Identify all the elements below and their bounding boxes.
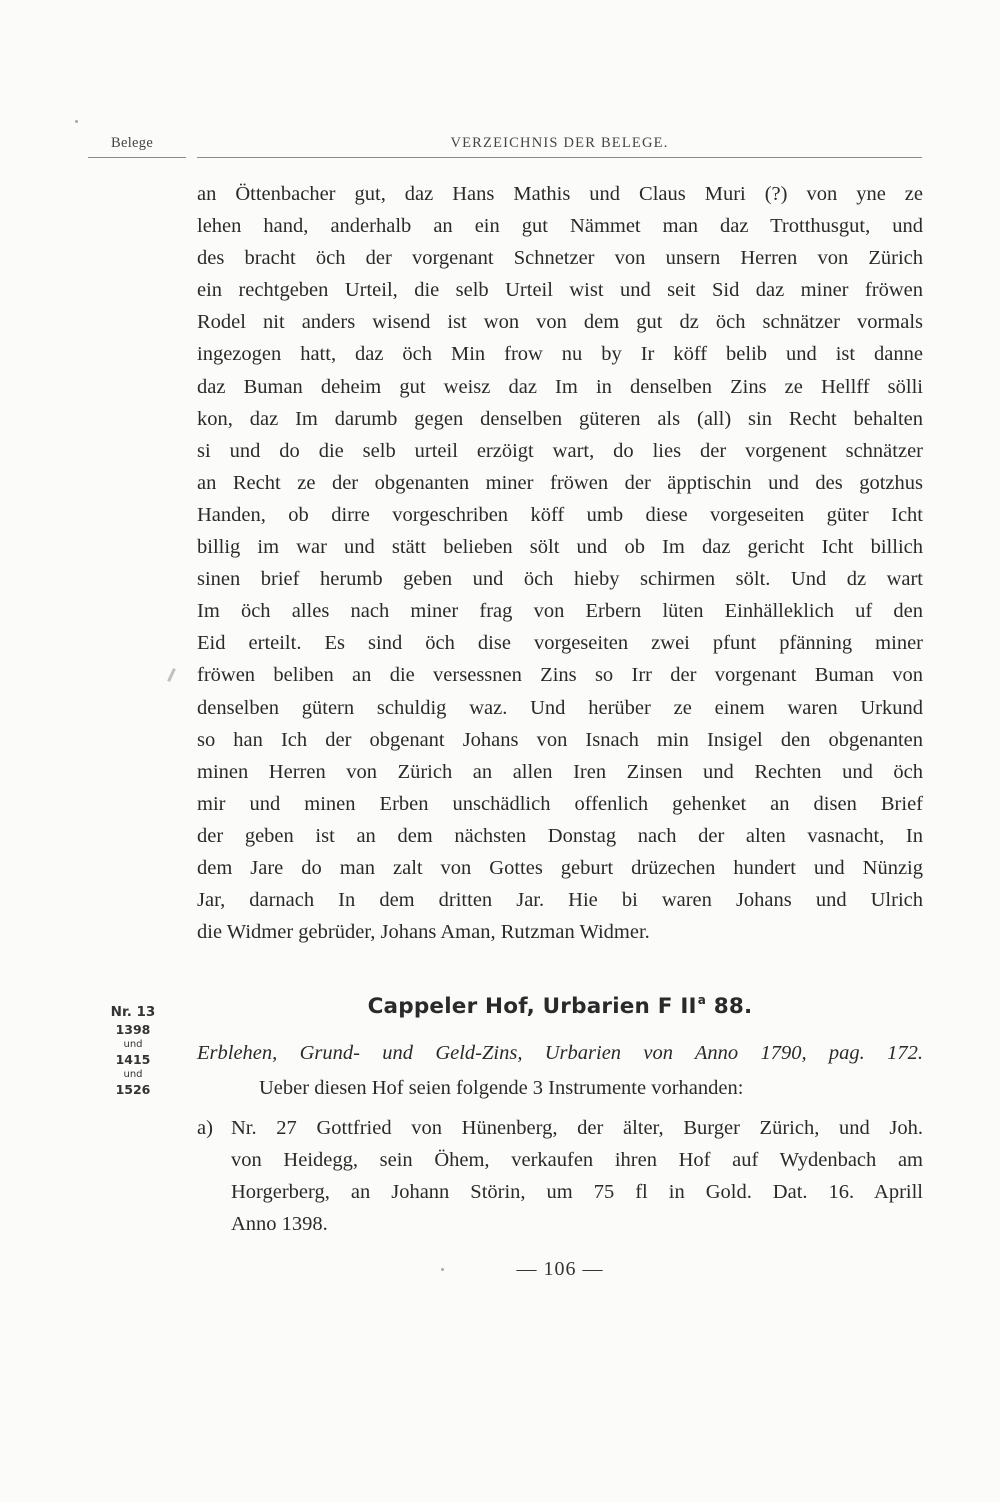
section-intro: Ueber diesen Hof seien folgende 3 Instrumente vorhanden:	[259, 1077, 744, 1099]
body-line: kon, daz Im darumb gegen denselben güteren als (all) sin Recht behalten	[197, 407, 923, 430]
body-line: des bracht öch der vorgenant Schnetzer von unsern Herren von Zürich	[197, 247, 923, 270]
body-line: ein rechtgeben Urteil, die selb Urteil wist und seit Sid daz miner fröwen	[197, 279, 923, 302]
body-line: billig im war und stätt belieben sölt und ob Im daz gericht Icht billich	[197, 536, 923, 559]
margin-note-year: 1415	[115, 1052, 151, 1067]
list-item-line: Horgerberg, an Johann Störin, um 75 fl in Gold. Dat. 16. Aprill	[231, 1181, 923, 1203]
body-line: die Widmer gebrüder, Johans Aman, Rutzman Widmer.	[197, 921, 650, 944]
body-line: mir und minen Erben unschädlich offenlich gehenket an disen Brief	[197, 792, 923, 815]
margin-note	[100, 1003, 166, 1098]
section-title-number: 88.	[713, 994, 753, 1019]
body-line: lehen hand, anderhalb an ein gut Nämmet man daz Trotthusgut, und	[197, 215, 923, 238]
list-item-text	[231, 1112, 923, 1240]
section-subtitle: Erblehen, Grund- und Geld-Zins, Urbarien von Anno 1790, pag. 172.	[197, 1042, 923, 1064]
body-line: Im öch alles nach miner frag von Erbern lüten Einhälleklich uf den	[197, 600, 923, 623]
running-header-left: Belege	[88, 135, 186, 158]
page-number: — 106 —	[516, 1258, 604, 1280]
list-item-label: a)	[197, 1117, 213, 1139]
body-line: Rodel nit anders wisend ist won von dem gut dz öch schnätzer vormals	[197, 311, 923, 334]
margin-note-number: Nr. 13	[110, 1004, 156, 1020]
body-line: ingezogen hatt, daz öch Min frow nu by Ir köff belib und ist danne	[197, 343, 923, 366]
margin-note-year: 1398	[115, 1022, 151, 1037]
section-title-main: Cappeler Hof, Urbarien F II	[367, 994, 697, 1019]
body-line: fröwen beliben an die versessnen Zins so Irr der vorgenant Buman von	[197, 664, 923, 687]
section-title	[197, 993, 923, 1019]
body-line: der geben ist an dem nächsten Donstag nach der alten vasnacht, In	[197, 824, 923, 847]
list-item-line: Anno 1398.	[231, 1213, 328, 1235]
running-header-title: VERZEICHNIS DER BELEGE.	[197, 135, 922, 158]
list-item-line: von Heidegg, sein Öhem, verkaufen ihren Hof auf Wydenbach am	[231, 1149, 923, 1171]
body-line: so han Ich der obgenant Johans von Isnach min Insigel den obgenanten	[197, 728, 923, 751]
body-line: daz Buman deheim gut weisz daz Im in denselben Zins ze Hellff sölli	[197, 375, 923, 398]
body-line: an Öttenbacher gut, daz Hans Mathis und Claus Muri (?) von yne ze	[197, 183, 923, 205]
margin-note-conjunction: und	[123, 1069, 143, 1080]
body-line: denselben gütern schuldig waz. Und herüber ze einem waren Urkund	[197, 696, 923, 719]
body-line: minen Herren von Zürich an allen Iren Zinsen und Rechten und öch	[197, 760, 923, 783]
body-line: Jar, darnach In dem dritten Jar. Hie bi waren Johans und Ulrich	[197, 889, 923, 912]
body-line: Handen, ob dirre vorgeschriben köff umb diese vorgeseiten güter Icht	[197, 503, 923, 526]
body-line: si und do die selb urteil erzöigt wart, do lies der vorgenent schnätzer	[197, 439, 923, 462]
margin-note-conjunction: und	[123, 1039, 143, 1050]
margin-note-year: 1526	[115, 1082, 151, 1097]
scan-speck	[441, 1268, 444, 1271]
document-body	[197, 178, 923, 948]
scan-speck	[75, 120, 78, 123]
body-line: sinen brief herumb geben und öch hieby schirmen sölt. Und dz wart	[197, 568, 923, 591]
body-line: dem Jare do man zalt von Gottes geburt drüzechen hundert und Nünzig	[197, 856, 923, 879]
body-line: an Recht ze der obgenanten miner fröwen der äpptischin und des gotzhus	[197, 471, 923, 494]
stray-pencil-mark	[167, 668, 176, 682]
list-item-line: Nr. 27 Gottfried von Hünenberg, der älter, Burger Zürich, und Joh.	[231, 1117, 923, 1139]
section-title-superscript: a	[697, 993, 707, 1007]
body-line: Eid erteilt. Es sind öch dise vorgeseiten zwei pfunt pfänning miner	[197, 632, 923, 655]
